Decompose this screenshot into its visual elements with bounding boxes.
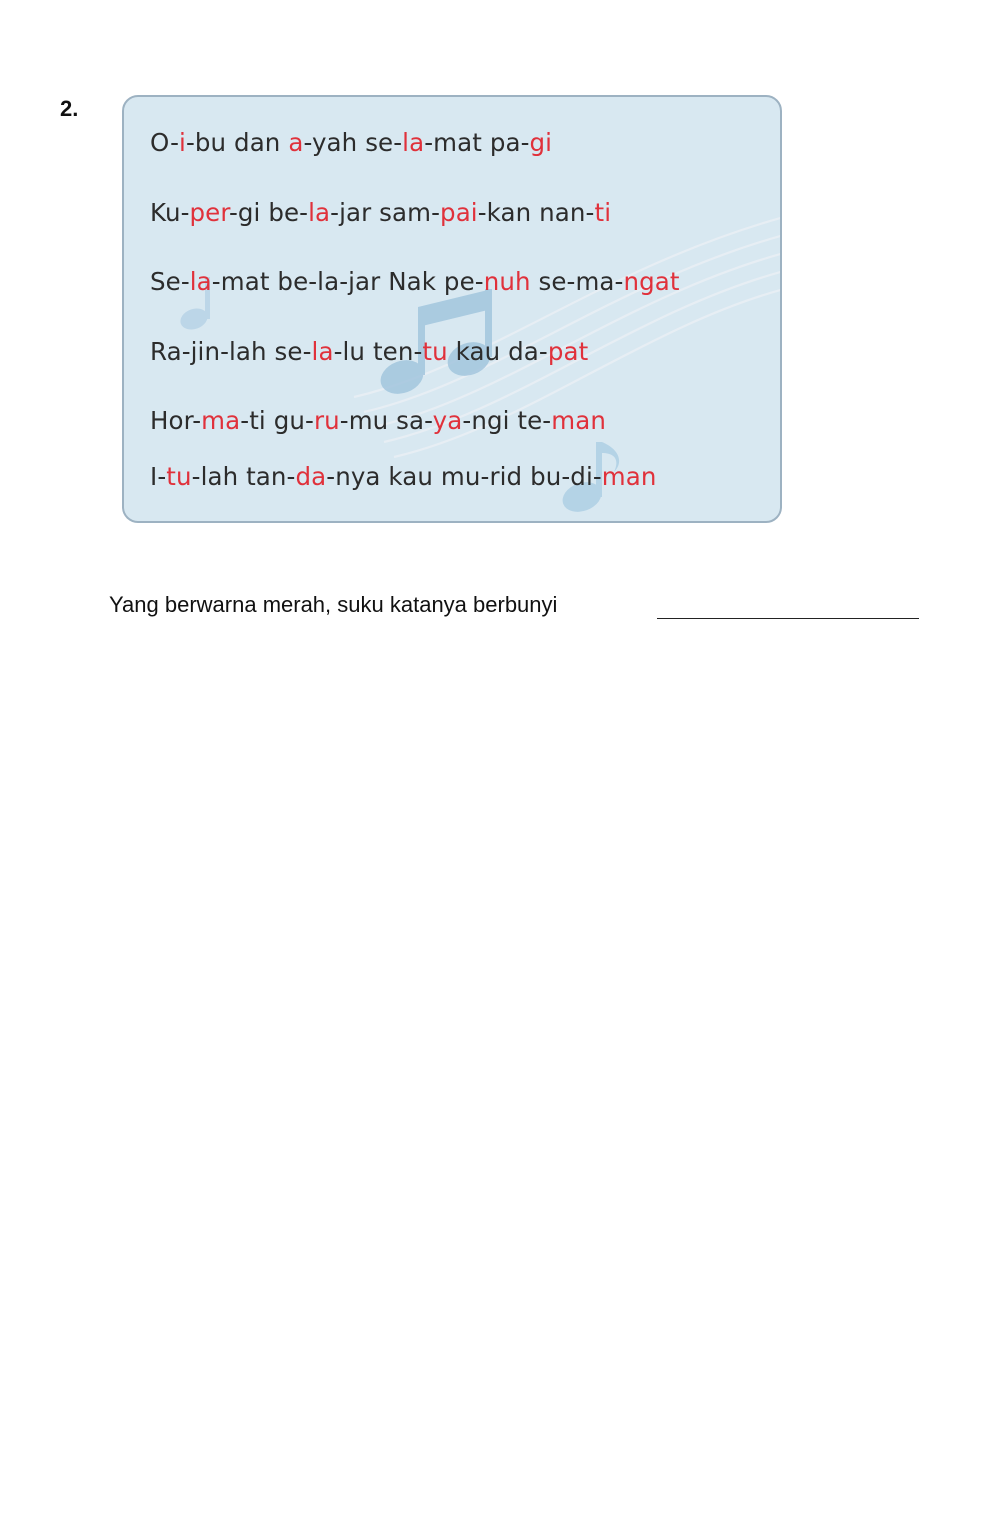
highlighted-syllable: a bbox=[288, 128, 304, 157]
highlighted-syllable: da bbox=[295, 462, 327, 491]
highlighted-syllable: nuh bbox=[483, 267, 531, 296]
lyric-text: -ti gu- bbox=[240, 406, 314, 435]
lyric-text: kau da- bbox=[447, 337, 548, 366]
question-prompt: Yang berwarna merah, suku katanya berbunyi bbox=[109, 592, 558, 617]
highlighted-syllable: tu bbox=[422, 337, 448, 366]
lyric-line bbox=[150, 267, 680, 296]
lyric-text: -ngi te- bbox=[462, 406, 552, 435]
lyric-text: Se- bbox=[150, 267, 190, 296]
lyric-text: -lu ten- bbox=[333, 337, 423, 366]
highlighted-syllable: man bbox=[551, 406, 606, 435]
highlighted-syllable: gi bbox=[529, 128, 553, 157]
lyric-text: Ra-jin-lah se- bbox=[150, 337, 312, 366]
highlighted-syllable: ngat bbox=[623, 267, 680, 296]
highlighted-syllable: ma bbox=[201, 406, 241, 435]
highlighted-syllable: la bbox=[311, 337, 334, 366]
lyric-text: -mu sa- bbox=[339, 406, 433, 435]
lyric-text: -gi be- bbox=[228, 198, 309, 227]
highlighted-syllable: la bbox=[189, 267, 212, 296]
lyric-text: -mat be-la-jar Nak pe- bbox=[211, 267, 484, 296]
lyric-line bbox=[150, 406, 606, 435]
lyric-text: -mat pa- bbox=[424, 128, 530, 157]
lyric-text: O- bbox=[150, 128, 180, 157]
lyric-text: Hor- bbox=[150, 406, 202, 435]
highlighted-syllable: man bbox=[601, 462, 657, 491]
highlighted-syllable: i bbox=[179, 128, 186, 157]
lyric-line bbox=[150, 198, 611, 227]
lyric-line bbox=[150, 128, 552, 157]
highlighted-syllable: ru bbox=[313, 406, 340, 435]
lyric-text: Ku- bbox=[150, 198, 190, 227]
highlighted-syllable: la bbox=[402, 128, 425, 157]
highlighted-syllable: la bbox=[308, 198, 331, 227]
question-number: 2. bbox=[60, 96, 79, 121]
lyric-text: -bu dan bbox=[185, 128, 289, 157]
lyric-line bbox=[150, 337, 588, 366]
lyric-text: -yah se- bbox=[303, 128, 403, 157]
highlighted-syllable: tu bbox=[166, 462, 192, 491]
lyric-text: -kan nan- bbox=[477, 198, 595, 227]
lyric-text: -nya kau mu-rid bu-di- bbox=[326, 462, 602, 491]
highlighted-syllable: pai bbox=[440, 198, 478, 227]
highlighted-syllable: per bbox=[189, 198, 229, 227]
answer-blank[interactable] bbox=[657, 618, 919, 619]
lyric-text: -lah tan- bbox=[191, 462, 296, 491]
highlighted-syllable: ya bbox=[432, 406, 463, 435]
song-lyrics-card bbox=[122, 95, 782, 523]
highlighted-syllable: ti bbox=[594, 198, 612, 227]
lyric-text: I- bbox=[150, 462, 167, 491]
lyric-text: se-ma- bbox=[530, 267, 624, 296]
music-decoration bbox=[124, 97, 782, 523]
lyric-text: -jar sam- bbox=[330, 198, 441, 227]
highlighted-syllable: pat bbox=[547, 337, 589, 366]
lyric-line bbox=[150, 462, 657, 491]
